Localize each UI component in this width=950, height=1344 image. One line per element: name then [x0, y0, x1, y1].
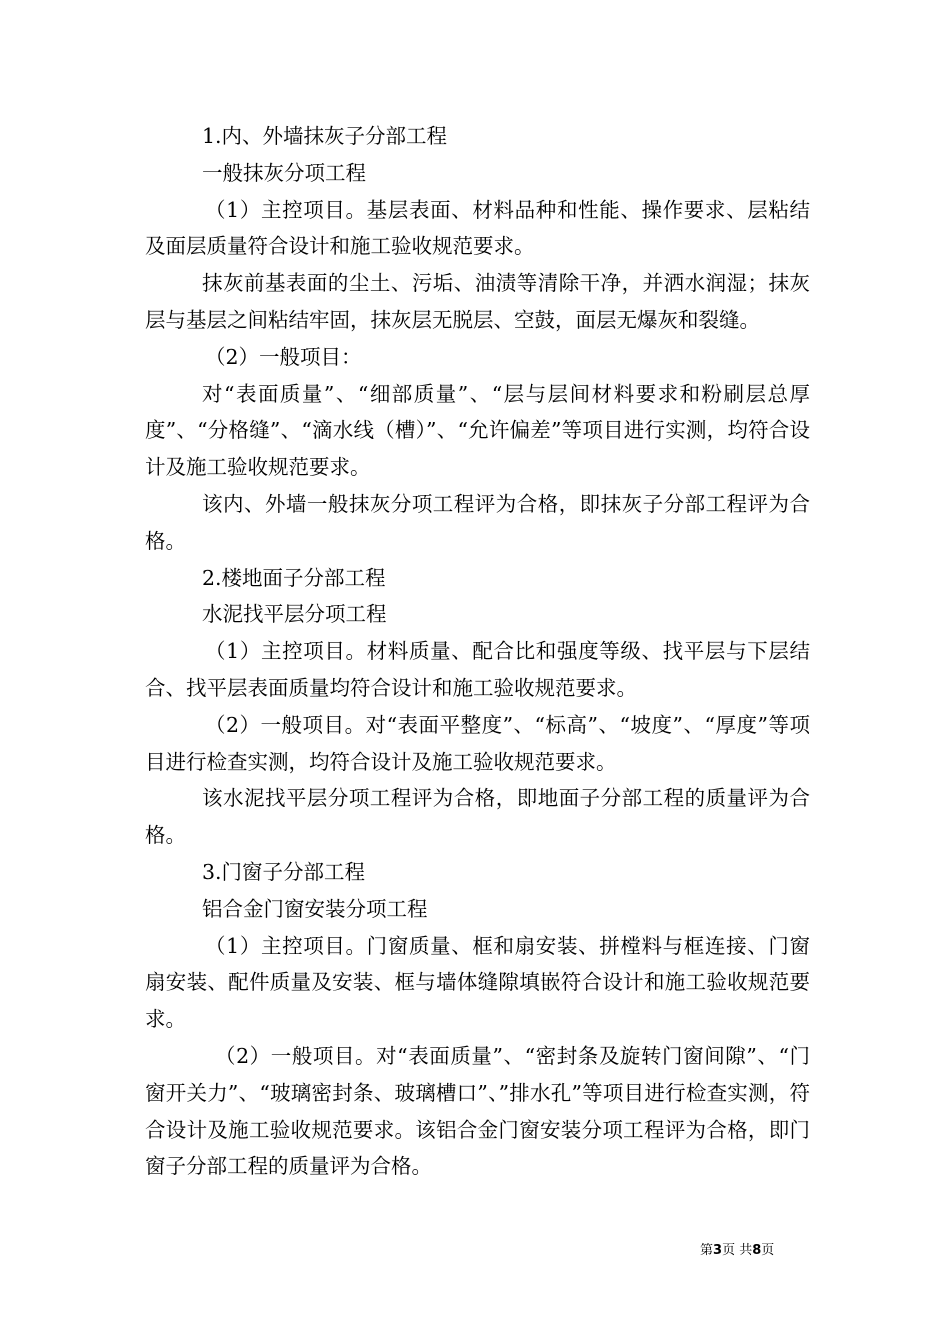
document-body [145, 118, 810, 1185]
footer-total-pages: 8 [752, 1243, 762, 1258]
paragraph: 一般抹灰分项工程 [202, 160, 366, 185]
footer-prefix: 第 [700, 1243, 714, 1258]
paragraph: 水泥找平层分项工程 [202, 602, 387, 627]
footer-page-number: 3 [713, 1243, 723, 1258]
paragraph: （1）主控项目。基层表面、材料品种和性能、操作要求、层粘结及面层质量符合设计和施工验收规范要求。 [145, 197, 810, 259]
paragraph: （2）一般项目。对“表面平整度”、“标高”、“坡度”、“厚度”等项目进行检查实测，均符合设计及施工验收规范要求。 [145, 712, 810, 774]
footer-suffix: 页 [761, 1243, 775, 1258]
paragraph: （1）主控项目。门窗质量、框和扇安装、拼樘料与框连接、门窗扇安装、配件质量及安装、框与墙体缝隙填嵌符合设计和施工验收规范要求。 [145, 933, 810, 1032]
paragraph: （1）主控项目。材料质量、配合比和强度等级、找平层与下层结合、找平层表面质量均符合设计和施工验收规范要求。 [145, 639, 810, 700]
paragraph: 该内、外墙一般抹灰分项工程评为合格，即抹灰子分部工程评为合格。 [145, 491, 810, 553]
page-footer [700, 1243, 774, 1259]
paragraph: 对“表面质量”、“细部质量”、“层与层间材料要求和粉刷层总厚度”、“分格缝”、“滴水线（槽）”、“允许偏差”等项目进行实测，均符合设计及施工验收规范要求。 [145, 381, 810, 480]
paragraph: 铝合金门窗安装分项工程 [202, 896, 428, 921]
paragraph: 2.楼地面子分部工程 [202, 565, 386, 590]
paragraph: 1.内、外墙抹灰子分部工程 [202, 124, 448, 148]
paragraph: （2）一般项目。对“表面质量”、“密封条及旋转门窗间隙”、“门窗开关力”、“玻璃密封条、玻璃槽口”、”排水孔”等项目进行检查实测，符合设计及施工验收规范要求。该铝合金门窗安装分项工程评为合格，即门窗子分部工程的质量评为合格。 [145, 1043, 810, 1179]
paragraph: （2）一般项目： [205, 344, 362, 369]
footer-middle: 页 共 [722, 1243, 753, 1258]
paragraph: 抹灰前基表面的尘土、污垢、油渍等清除干净，并洒水润湿；抹灰层与基层之间粘结牢固，抹灰层无脱层、空鼓，面层无爆灰和裂缝。 [145, 271, 810, 332]
paragraph: 该水泥找平层分项工程评为合格，即地面子分部工程的质量评为合格。 [145, 786, 810, 848]
paragraph: 3.门窗子分部工程 [202, 859, 366, 884]
